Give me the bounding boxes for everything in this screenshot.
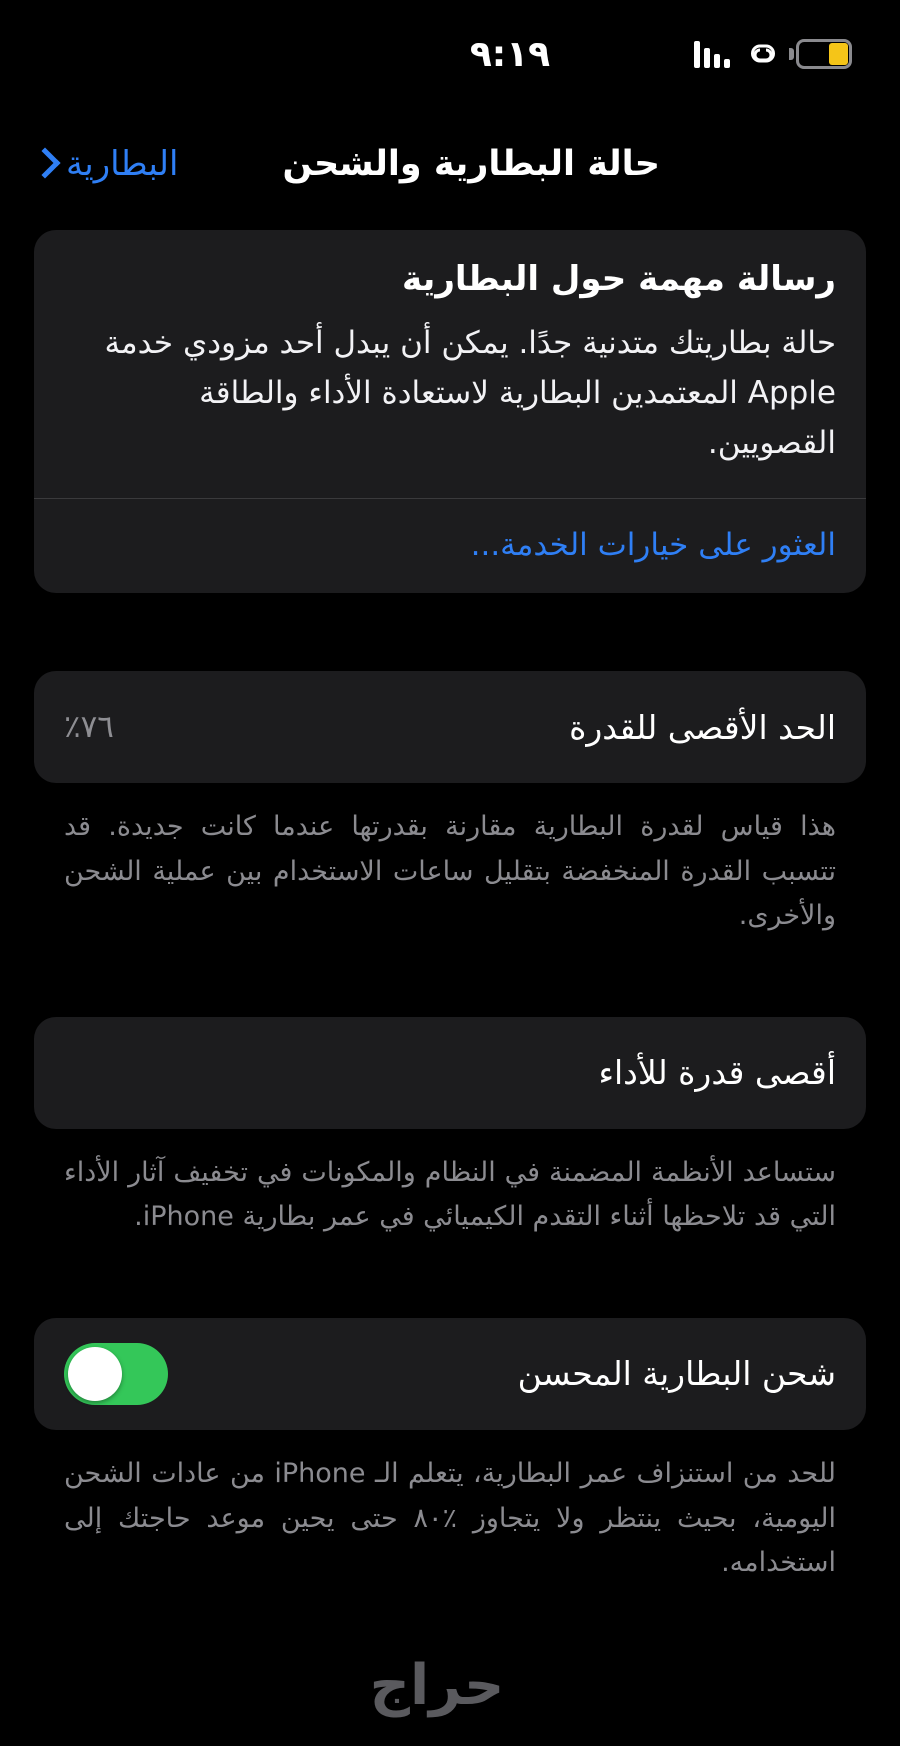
section-spacer-3 [34, 1240, 866, 1318]
watermark [0, 1653, 900, 1718]
status-bar-clock: ٩:١٩ [469, 33, 551, 75]
section-spacer [34, 593, 866, 671]
important-message-body: حالة بطاريتك متدنية جدًا. يمكن أن يبدل أحد مزودي خدمة Apple المعتمدين البطارية لاستعادة الأداء والطاقة القصويين. [104, 324, 836, 462]
optimized-battery-charging-label: شحن البطارية المحسن [517, 1354, 836, 1394]
toggle-knob [68, 1347, 122, 1401]
settings-content [0, 220, 900, 1586]
back-button-battery[interactable] [34, 144, 178, 184]
peak-performance-label: أقصى قدرة للأداء [598, 1053, 836, 1093]
maximum-capacity-card [34, 671, 866, 783]
optimized-battery-charging-footnote: للحد من استنزاف عمر البطارية، يتعلم الـ iPhone من عادات الشحن اليومية، بحيث ينتظر ولا يتجاوز ٪٨٠ حتى يحين موعد حاجتك إلى استخدامه. [64, 1457, 836, 1579]
maximum-capacity-value: ٪٧٦ [64, 709, 114, 746]
navigation-bar [0, 108, 900, 220]
maximum-capacity-row [34, 671, 866, 783]
peak-performance-row[interactable] [34, 1017, 866, 1129]
watermark-text: حراج [369, 1653, 505, 1718]
status-bar [0, 0, 900, 108]
optimized-battery-charging-row [34, 1318, 866, 1430]
peak-performance-footnote: ستساعد الأنظمة المضمنة في النظام والمكونات في تخفيف آثار الأداء التي قد تلاحظها أثناء التقدم الكيميائي في عمر بطارية iPhone. [64, 1156, 836, 1233]
maximum-capacity-label: الحد الأقصى للقدرة [569, 707, 836, 747]
maximum-capacity-footnote: هذا قياس لقدرة البطارية مقارنة بقدرتها عندما كانت جديدة. قد تتسبب القدرة المنخفضة بتقليل ساعات الاستخدام بين عملية الشحن والأخرى. [64, 811, 836, 932]
peak-performance-card[interactable] [34, 1017, 866, 1129]
section-spacer-2 [34, 939, 866, 1017]
back-link-label: البطارية [66, 144, 179, 184]
chevron-back-icon [29, 147, 60, 178]
page-title: حالة البطارية والشحن [282, 144, 660, 184]
important-battery-message-card [34, 230, 866, 593]
optimized-battery-charging-card [34, 1318, 866, 1430]
optimized-battery-charging-toggle[interactable] [64, 1343, 168, 1405]
find-service-options-link[interactable]: العثور على خيارات الخدمة... [470, 527, 836, 564]
important-message-title: رسالة مهمة حول البطارية [401, 259, 836, 299]
